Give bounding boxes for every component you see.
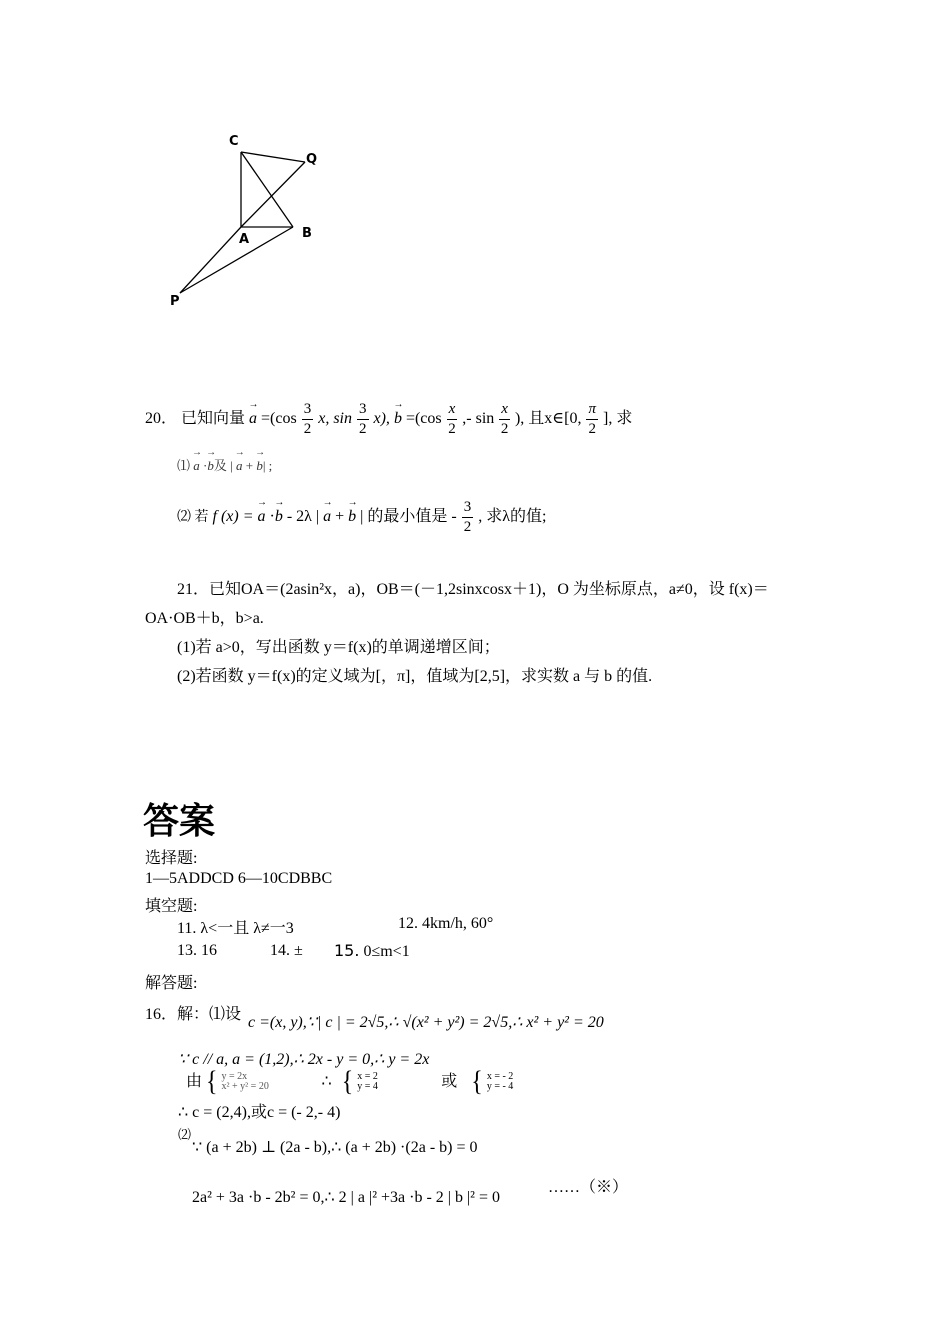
q20-part2-min: | 的最小值是 - xyxy=(360,508,457,526)
q20-part2-end: , 求λ的值; xyxy=(478,508,547,526)
q20-part1-end: | ; xyxy=(262,458,273,473)
geometry-figure xyxy=(160,125,340,315)
q20-domain: ), 且x∈[0, xyxy=(514,410,582,428)
q16-line6-tail: ……（※） xyxy=(548,1179,629,1196)
q16-line2: ∵ c // a, a = (1,2),∴ 2x - y = 0,∴ y = 2x xyxy=(178,1051,430,1068)
sys1-eq1: y = 2x xyxy=(221,1071,248,1083)
fraction-x-over-2-b xyxy=(499,402,510,437)
q21-part2: (2)若函数 y＝f(x)的定义域为[，π]，值域为[2,5]，求实数 a 与 b 的值. xyxy=(177,668,653,685)
fill-answer-15-num: 15. xyxy=(334,941,360,960)
vector-a: → a xyxy=(258,508,266,526)
q20-stem xyxy=(145,402,632,437)
fill-answer-13: 13. 16 xyxy=(177,942,217,959)
vector-a: → a xyxy=(323,508,331,526)
vector-b: → b xyxy=(256,458,263,474)
q16-by: 由 xyxy=(186,1073,203,1090)
frac-num: 3 xyxy=(357,402,369,420)
fill-answer-15-text: 0≤m<1 xyxy=(363,943,410,960)
q20-number: 20． xyxy=(145,410,178,428)
q16-line4: ∴ c = (2,4),或c = (- 2,- 4) xyxy=(178,1104,341,1121)
q16-line3 xyxy=(186,1068,567,1096)
point-label-a: A xyxy=(239,232,250,247)
sys2-eq1: x = 2 xyxy=(357,1071,378,1083)
sys2-eq2: y = 4 xyxy=(357,1081,378,1093)
q16-system-3 xyxy=(487,1072,567,1092)
q16-line5: ∵ (a + 2b) ⊥ (2a - b),∴ (a + 2b) ·(2a - b) = 0 xyxy=(192,1139,478,1156)
q16-head: 16．解：⑴设 xyxy=(145,1006,242,1023)
vector-a: → a xyxy=(193,458,200,474)
q20-mid: ,- sin xyxy=(462,410,495,428)
point-label-q: Q xyxy=(306,152,318,167)
brace-icon: { xyxy=(206,1066,218,1098)
point-label-c: C xyxy=(229,134,239,149)
frac-den: 2 xyxy=(463,519,472,535)
frac-den: 2 xyxy=(359,421,367,437)
q20-part2: ⑵ 若 f (x) = → a ·→ b - 2λ | → a + → b | 的最小值是 - $\frac{3}{2}$ , 求λ的值; xyxy=(177,500,546,535)
fraction-3-over-2-b xyxy=(357,402,369,437)
q16-system-2 xyxy=(357,1072,427,1092)
q21-line2: OA·OB＋b，b>a. xyxy=(145,610,264,627)
q20-part1: ⑴ → a ·→ b及 | → a + → b| ; xyxy=(177,455,272,474)
q16-system-1 xyxy=(222,1072,312,1092)
frac-num: π xyxy=(586,402,598,420)
q20-ask: ], 求 xyxy=(603,410,633,428)
choice-label: 选择题: xyxy=(145,850,198,867)
q20-part2-fx: f (x) = xyxy=(212,508,254,526)
q20-part1-text: 及 | xyxy=(213,458,233,473)
vector-b: → b xyxy=(348,508,356,526)
fill-answer-15 xyxy=(334,941,410,961)
fill-answer-12: 12. 4km/h, 60° xyxy=(398,915,494,932)
frac-den: 2 xyxy=(303,421,312,437)
brace-icon: { xyxy=(341,1066,354,1098)
brace-icon: { xyxy=(471,1066,483,1098)
q20-part1-plus: + xyxy=(245,458,254,473)
q20-part1-label: ⑴ xyxy=(177,458,191,473)
frac-num: 3 xyxy=(302,402,314,420)
q16-therefore: ∴ xyxy=(321,1073,332,1090)
vector-b: → b xyxy=(207,458,214,474)
q20-prefix: 已知向量 xyxy=(181,410,246,428)
point-label-p: P xyxy=(170,294,180,309)
fraction-3-over-2-c xyxy=(462,500,474,535)
q16-line1: c =(x, y),∵| c | = 2√5,∴ √(x² + y²) = 2√5,∴ x² + y² = 20 xyxy=(248,1014,604,1031)
q20-part2-minus: - 2λ | xyxy=(286,508,320,526)
vector-a: → a xyxy=(236,458,243,474)
q16-line6: 2a² + 3a ·b - 2b² = 0,∴ 2 | a |² +3a ·b - 2 | b |² = 0 xyxy=(192,1189,500,1206)
frac-num: x xyxy=(447,402,458,420)
frac-den: 2 xyxy=(448,421,456,437)
point-label-b: B xyxy=(302,226,312,241)
fill-answer-14: 14. ± xyxy=(270,942,303,959)
frac-den: 2 xyxy=(588,421,596,437)
vector-b: → b xyxy=(275,508,283,526)
choice-answers: 1—5ADDCD 6—10CDBBC xyxy=(145,870,333,887)
frac-den: 2 xyxy=(500,421,509,437)
q20-x-sin: x, sin xyxy=(318,410,352,428)
solve-label: 解答题: xyxy=(145,975,198,992)
vector-a: → a xyxy=(249,410,257,428)
q16-part2-label: ⑵ xyxy=(178,1127,192,1142)
q20-part2-label: ⑵ 若 xyxy=(177,510,209,526)
fraction-x-over-2 xyxy=(447,402,458,437)
q16-or: 或 xyxy=(441,1073,458,1090)
frac-num: x xyxy=(499,402,510,420)
q21-line1: 21．已知OA＝(2asin²x，a)，OB＝(－1,2sinxcosx＋1)，O 为坐标原点，a≠0，设 f(x)＝ xyxy=(177,581,769,598)
q20-a-def: =(cos xyxy=(261,410,297,428)
answers-heading: 答案 xyxy=(143,801,216,842)
sys3-eq1: x = - 2 xyxy=(486,1071,514,1083)
q20-b-def: =(cos xyxy=(405,410,442,428)
sys3-eq2: y = - 4 xyxy=(486,1081,514,1093)
fill-label: 填空题: xyxy=(145,898,198,915)
frac-num: 3 xyxy=(462,500,474,518)
fraction-3-over-2 xyxy=(302,402,314,437)
q20-part2-plus: + xyxy=(335,508,345,526)
fraction-pi-over-2 xyxy=(586,402,598,437)
q20-x-close: x), xyxy=(373,410,390,428)
q21-part1: (1)若 a>0，写出函数 y＝f(x)的单调递增区间； xyxy=(177,639,500,656)
vector-b: → b xyxy=(394,410,402,428)
sys1-eq2: x² + y² = 20 xyxy=(221,1081,269,1093)
fill-answer-11: 11. λ<一且 λ≠一3 xyxy=(177,920,294,937)
